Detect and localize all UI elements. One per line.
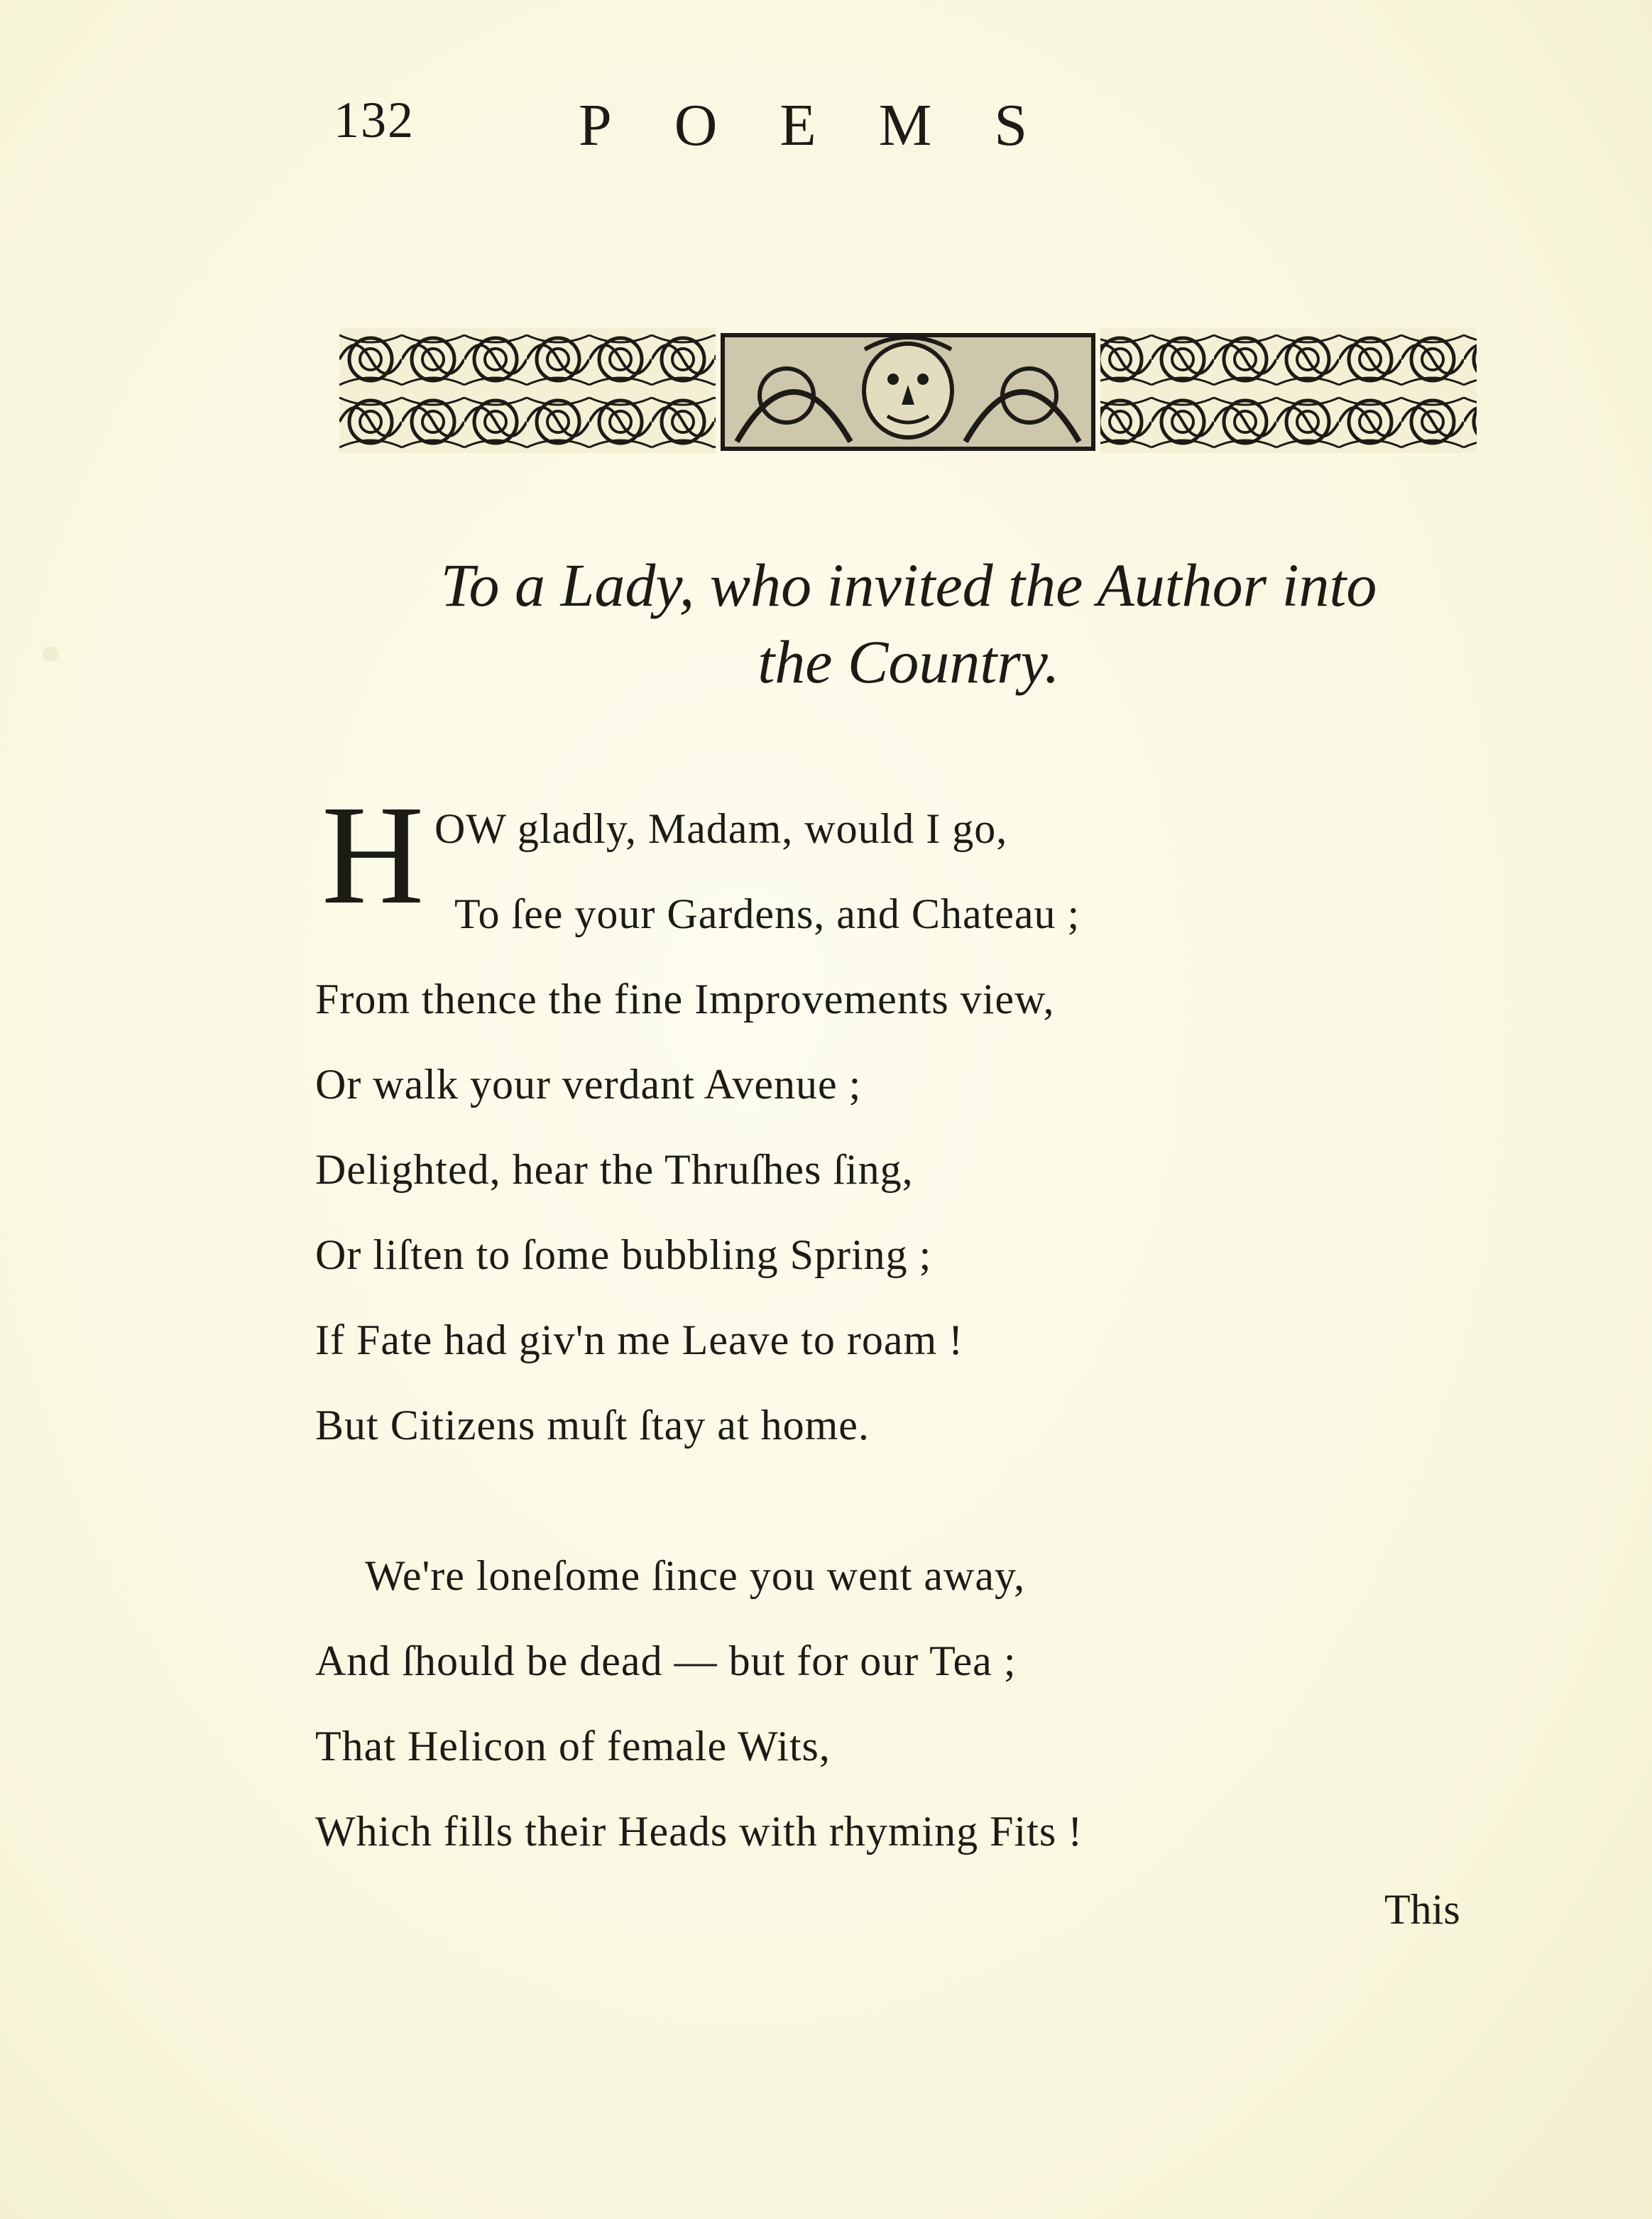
poem-title-line-1: To a Lady, who invited the Author into: [440, 551, 1377, 619]
headpiece-ornament-icon: [339, 328, 1477, 456]
verse-line: If Fate had giv'n me Leave to roam !: [315, 1316, 964, 1363]
running-title: POEMS: [579, 92, 1090, 158]
verse-line: Or walk your verdant Avenue ;: [315, 1061, 862, 1108]
verse-line: To ſee your Gardens, and Chateau ;: [454, 890, 1081, 937]
poem-title-line-2: the Country.: [757, 628, 1060, 696]
verse-line: From thence the fine Improvements view,: [315, 976, 1055, 1023]
verse-line: Or liſten to ſome bubbling Spring ;: [315, 1231, 932, 1278]
verse-line: But Citizens muſt ſtay at home.: [315, 1402, 870, 1449]
page-number: 132: [334, 92, 415, 148]
verse-line: And ſhould be dead — but for our Tea ;: [315, 1637, 1017, 1684]
right-scroll-band: [1100, 328, 1477, 453]
verse-line: OW gladly, Madam, would I go,: [434, 805, 1008, 852]
center-mask-ornament: [723, 335, 1093, 449]
verse-line: That Helicon of female Wits,: [315, 1723, 831, 1770]
verse-line: Which fills their Heads with rhyming Fits !: [315, 1808, 1083, 1855]
left-scroll-band: [339, 328, 716, 453]
running-head: [334, 91, 1228, 169]
verse-line: Delighted, hear the Thruſhes ſing,: [315, 1146, 914, 1193]
paper-stain: [43, 646, 58, 662]
drop-cap: H: [322, 777, 425, 934]
poem-title: [284, 547, 1533, 700]
verse-line: We're loneſome ſince you went away,: [365, 1552, 1026, 1599]
catchword: This: [1384, 1886, 1460, 1933]
